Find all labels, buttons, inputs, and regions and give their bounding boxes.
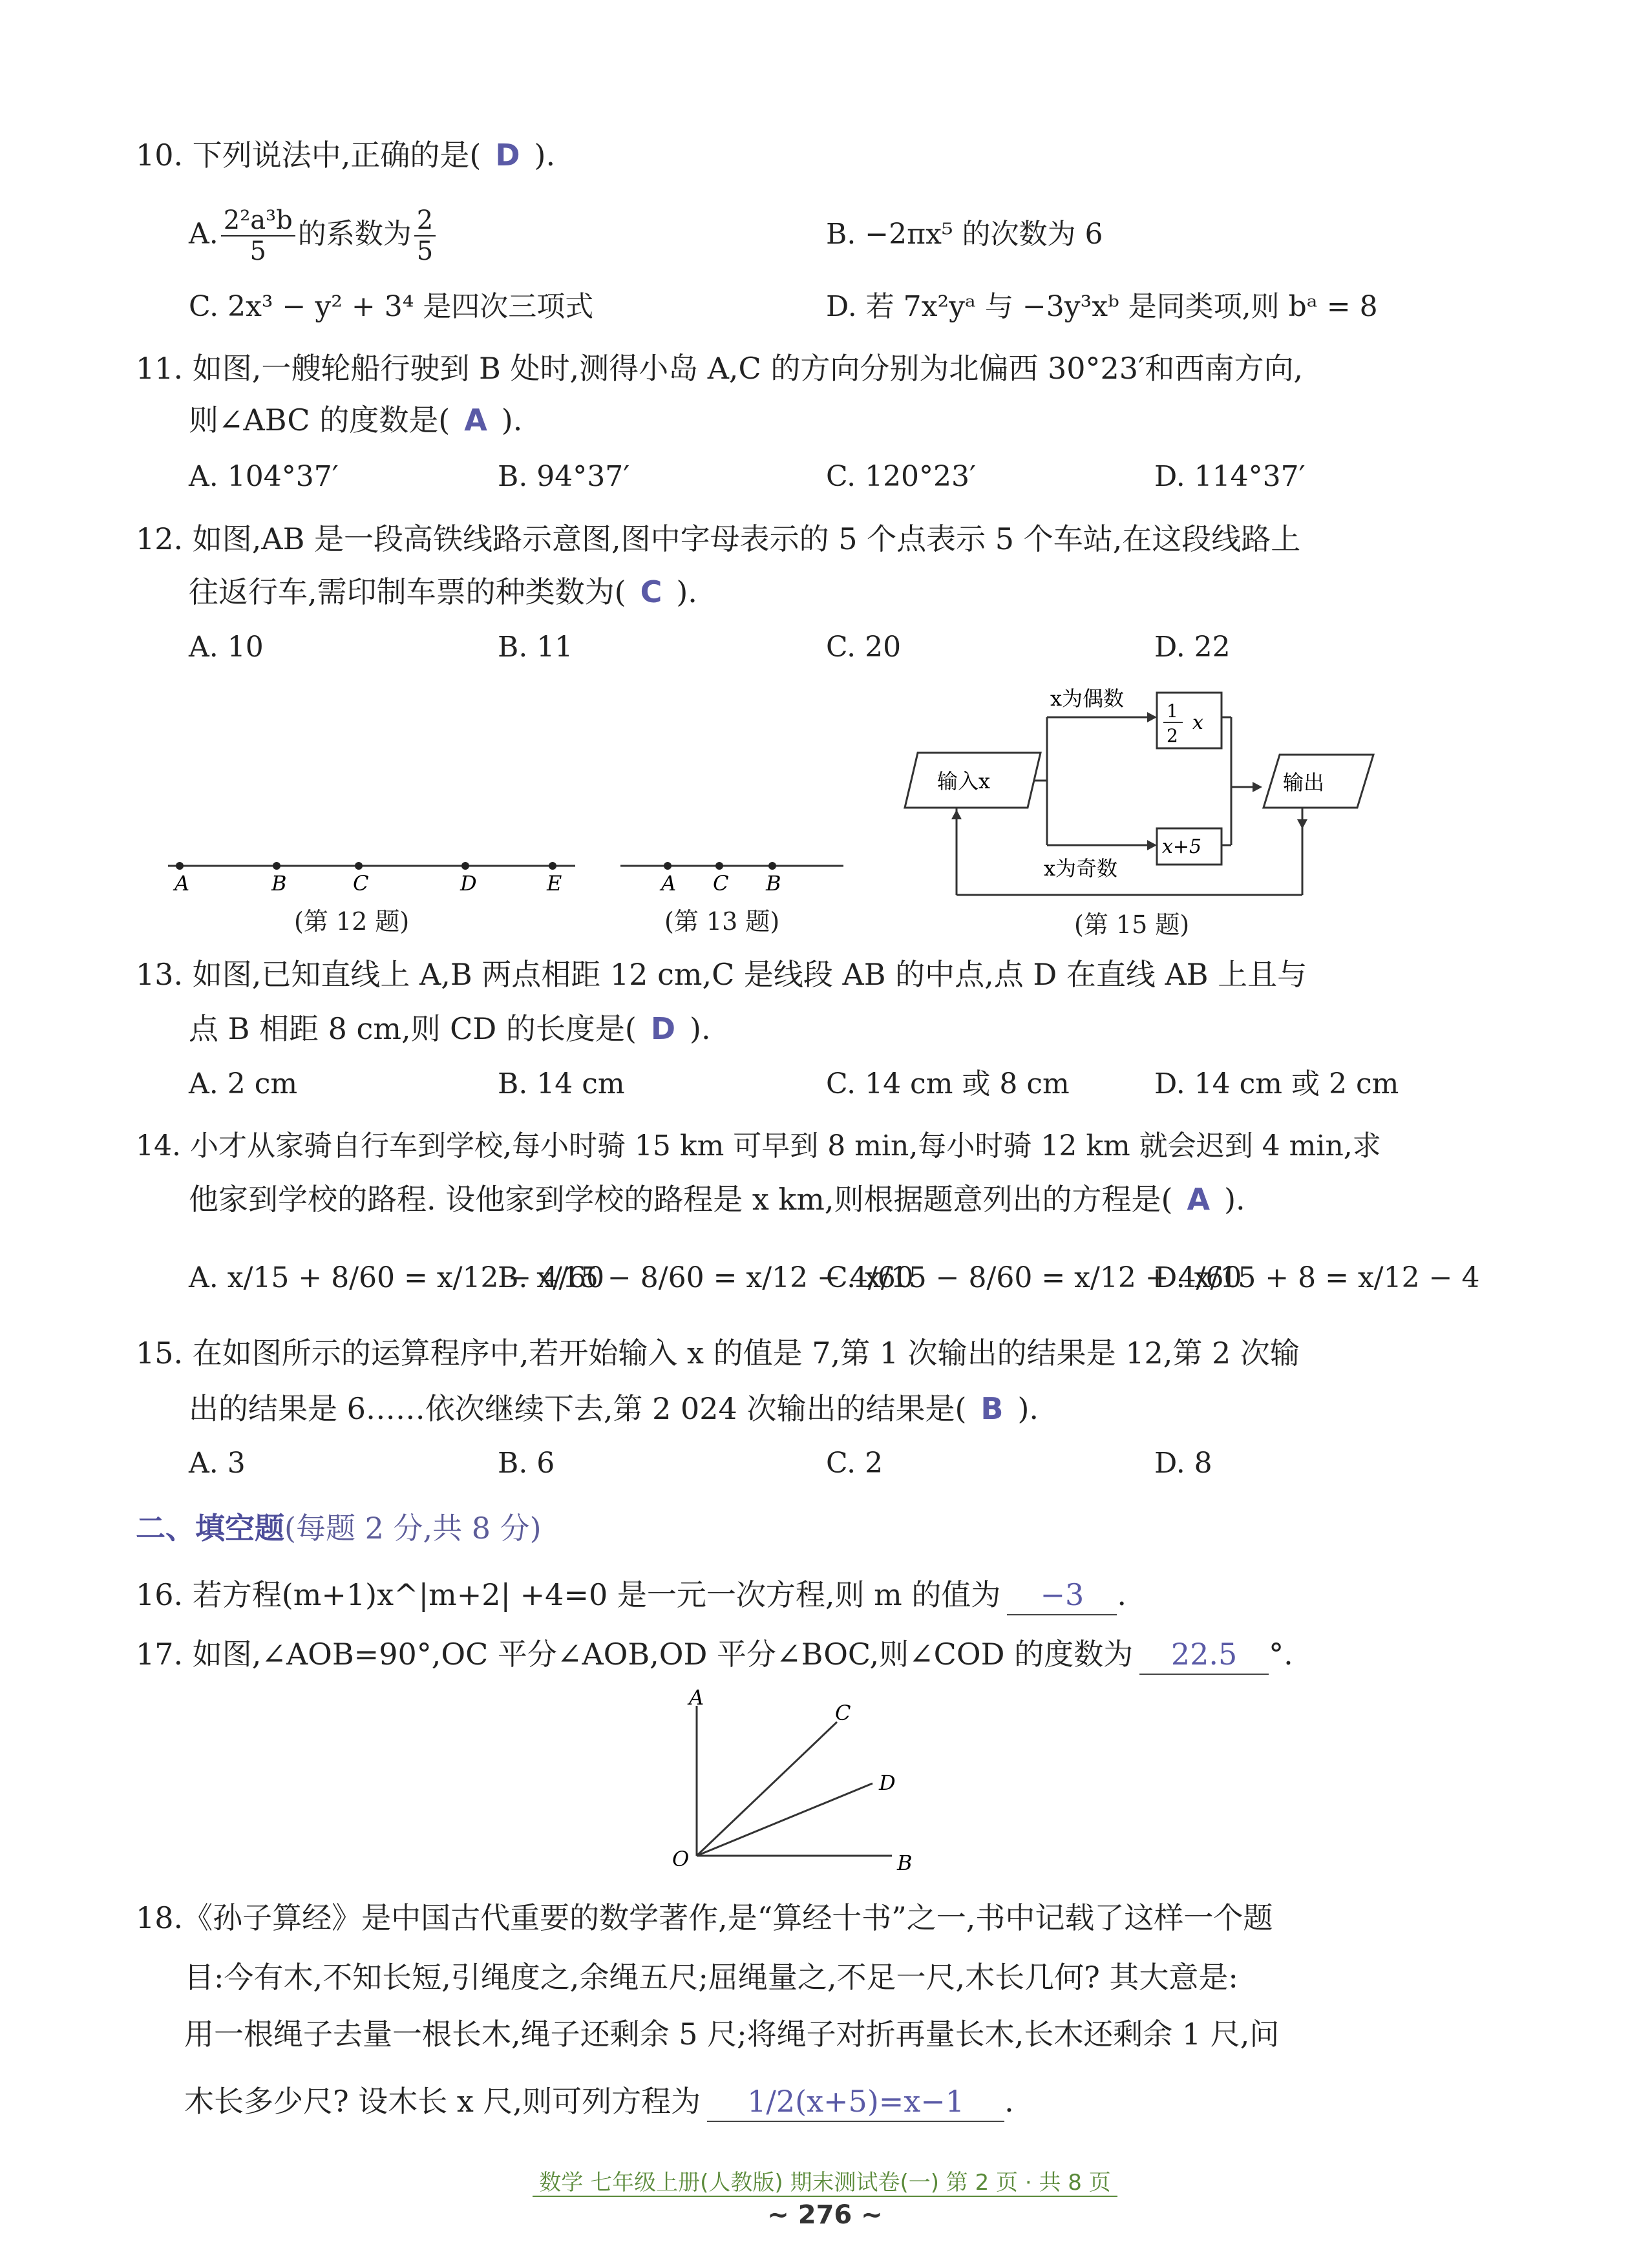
- q15-option-a: A. 3: [189, 1447, 246, 1480]
- q12-option-a: A. 10: [189, 631, 264, 664]
- section-2-heading: 二、填空题(每题 2 分,共 8 分): [136, 1511, 542, 1546]
- svg-text:x+5: x+5: [1162, 835, 1202, 858]
- q18-line3: 用一根绳子去量一根长木,绳子还剩余 5 尺;将绳子对折再量长木,长木还剩余 1 尺,问: [184, 2017, 1280, 2052]
- fig12-point-a: [176, 862, 184, 870]
- q10-option-b: B. −2πx⁵ 的次数为 6: [826, 218, 1103, 251]
- q15-option-d: D. 8: [1154, 1447, 1212, 1480]
- q12-option-d: D. 22: [1154, 631, 1231, 664]
- fig12-label-b: B: [271, 871, 287, 892]
- fig17-label-a: A: [689, 1686, 704, 1710]
- fig17-label-d: D: [879, 1770, 896, 1795]
- q11-line2: 则∠ABC 的度数是( A ).: [189, 403, 523, 437]
- figure-12: [162, 840, 601, 892]
- fig17-label-b: B: [897, 1851, 913, 1874]
- fig12-label-d: D: [460, 871, 477, 892]
- q11-option-b: B. 94°37′: [498, 460, 630, 493]
- fig15-even-label: x为偶数: [1050, 686, 1125, 711]
- q13-option-b: B. 14 cm: [498, 1067, 625, 1100]
- q18-line4: 木长多少尺? 设木长 x 尺,则可列方程为 1/2(x+5)=x−1 .: [184, 2082, 1014, 2122]
- q14-answer: A: [1187, 1182, 1211, 1217]
- q13-answer: D: [650, 1011, 676, 1046]
- q14-line1: 14. 小才从家骑自行车到学校,每小时骑 15 km 可早到 8 min,每小时骑 12 km 就会迟到 4 min,求: [136, 1129, 1381, 1162]
- fig13-point-b: [768, 862, 776, 870]
- q10-answer: D: [495, 138, 520, 173]
- fig17-label-c: C: [835, 1701, 851, 1725]
- fig13-caption: (第 13 题): [664, 907, 780, 936]
- q10-option-a: A. $\frac{\text{2²a³b}}{5}$ 的系数为 $\frac{2}{5}$: [189, 205, 438, 266]
- q13-option-a: A. 2 cm: [189, 1067, 298, 1100]
- q16-stem: 16. 若方程(m+1)x^|m+2| +4=0 是一元一次方程,则 m 的值为 −3 .: [136, 1575, 1126, 1615]
- fig17-label-o: O: [672, 1847, 690, 1871]
- fig13-label-b: B: [766, 871, 781, 892]
- svg-text:1: 1: [1167, 700, 1178, 722]
- q17-answer-blank: 22.5: [1139, 1635, 1269, 1675]
- q14-option-d: D. x/15 + 8 = x/12 − 4: [1154, 1261, 1480, 1294]
- fig12-point-b: [273, 862, 280, 870]
- q10-option-c: C. 2x³ − y² + 3⁴ 是四次三项式: [189, 290, 594, 323]
- q14-option-b: B. x/15 − 8/60 = x/12 − 4/60: [498, 1261, 914, 1294]
- q13-option-d: D. 14 cm 或 2 cm: [1154, 1067, 1399, 1100]
- fig13-point-a: [664, 862, 672, 870]
- q15-option-c: C. 2: [826, 1447, 883, 1480]
- q10-stem: 10. 下列说法中,正确的是( D ).: [136, 138, 556, 173]
- figure-13: [617, 840, 850, 892]
- fig15-output-label: 输出: [1283, 770, 1325, 795]
- q13-option-c: C. 14 cm 或 8 cm: [826, 1067, 1070, 1100]
- fig12-label-c: C: [353, 871, 369, 892]
- fig17-ray-od: [697, 1783, 873, 1856]
- q14-option-c: C. x/15 − 8/60 = x/12 + 4/60: [826, 1261, 1242, 1294]
- fig13-label-a: A: [661, 871, 677, 892]
- q12-line1: 12. 如图,AB 是一段高铁线路示意图,图中字母表示的 5 个点表示 5 个车站,在这段线路上: [136, 521, 1301, 556]
- q18-answer-blank: 1/2(x+5)=x−1: [707, 2082, 1004, 2122]
- fig17-ray-oc: [697, 1722, 837, 1856]
- q11-answer: A: [464, 403, 487, 437]
- fig12-point-c: [355, 862, 363, 870]
- fig12-caption: (第 12 题): [294, 907, 410, 936]
- q15-option-b: B. 6: [498, 1447, 555, 1480]
- q14-option-a: A. x/15 + 8/60 = x/12 − 4/60: [189, 1261, 605, 1294]
- q11-option-d: D. 114°37′: [1154, 460, 1306, 493]
- q11-option-a: A. 104°37′: [189, 460, 339, 493]
- footer-title: 数学 七年级上册(人教版) 期末测试卷(一) 第 2 页 · 共 8 页: [0, 2165, 1650, 2196]
- q15-answer: B: [980, 1391, 1004, 1426]
- q14-line2: 他家到学校的路程. 设他家到学校的路程是 x km,则根据题意列出的方程是( A ).: [189, 1182, 1245, 1217]
- svg-text:x: x: [1192, 711, 1203, 734]
- q15-line2: 出的结果是 6……依次继续下去,第 2 024 次输出的结果是( B ).: [189, 1391, 1039, 1426]
- q10-option-d: D. 若 7x²yᵃ 与 −3y³xᵇ 是同类项,则 bᵃ = 8: [826, 290, 1378, 323]
- fig15-odd-label: x为奇数: [1044, 856, 1118, 881]
- q16-answer-blank: −3: [1007, 1575, 1117, 1615]
- fig12-point-e: [549, 862, 556, 870]
- q18-line1: 18.《孙子算经》是中国古代重要的数学著作,是“算经十书”之一,书中记载了这样一个题: [136, 1900, 1273, 1935]
- q15-line1: 15. 在如图所示的运算程序中,若开始输入 x 的值是 7,第 1 次输出的结果是 12,第 2 次输: [136, 1336, 1300, 1370]
- page-number: ~ 276 ~: [767, 2200, 883, 2230]
- q12-line2: 往返行车,需印制车票的种类数为( C ).: [189, 574, 697, 609]
- q12-answer: C: [640, 574, 662, 609]
- fig12-label-e: E: [547, 871, 562, 892]
- q18-line2: 目:今有木,不知长短,引绳度之,余绳五尺;屈绳量之,不足一尺,木长几何? 其大意是:: [184, 1960, 1238, 1995]
- fig12-label-a: A: [175, 871, 190, 892]
- figure-15: [892, 678, 1396, 911]
- fig13-label-c: C: [713, 871, 729, 892]
- q11-line1: 11. 如图,一艘轮船行驶到 B 处时,测得小岛 A,C 的方向分别为北偏西 30°23′和西南方向,: [136, 351, 1304, 386]
- fig15-input-label: 输入x: [937, 769, 991, 793]
- q12-option-b: B. 11: [498, 631, 573, 664]
- q11-option-c: C. 120°23′: [826, 460, 977, 493]
- q13-line1: 13. 如图,已知直线上 A,B 两点相距 12 cm,C 是线段 AB 的中点,点 D 在直线 AB 上且与: [136, 957, 1307, 992]
- q13-line2: 点 B 相距 8 cm,则 CD 的长度是( D ).: [189, 1011, 711, 1046]
- q12-option-c: C. 20: [826, 631, 902, 664]
- fig13-point-c: [715, 862, 723, 870]
- q17-stem: 17. 如图,∠AOB=90°,OC 平分∠AOB,OD 平分∠BOC,则∠COD 的度数为 22.5 °.: [136, 1635, 1293, 1675]
- figure-17: [666, 1686, 937, 1874]
- fig15-caption: (第 15 题): [1074, 910, 1190, 939]
- svg-text:2: 2: [1167, 725, 1178, 746]
- fig12-point-d: [461, 862, 469, 870]
